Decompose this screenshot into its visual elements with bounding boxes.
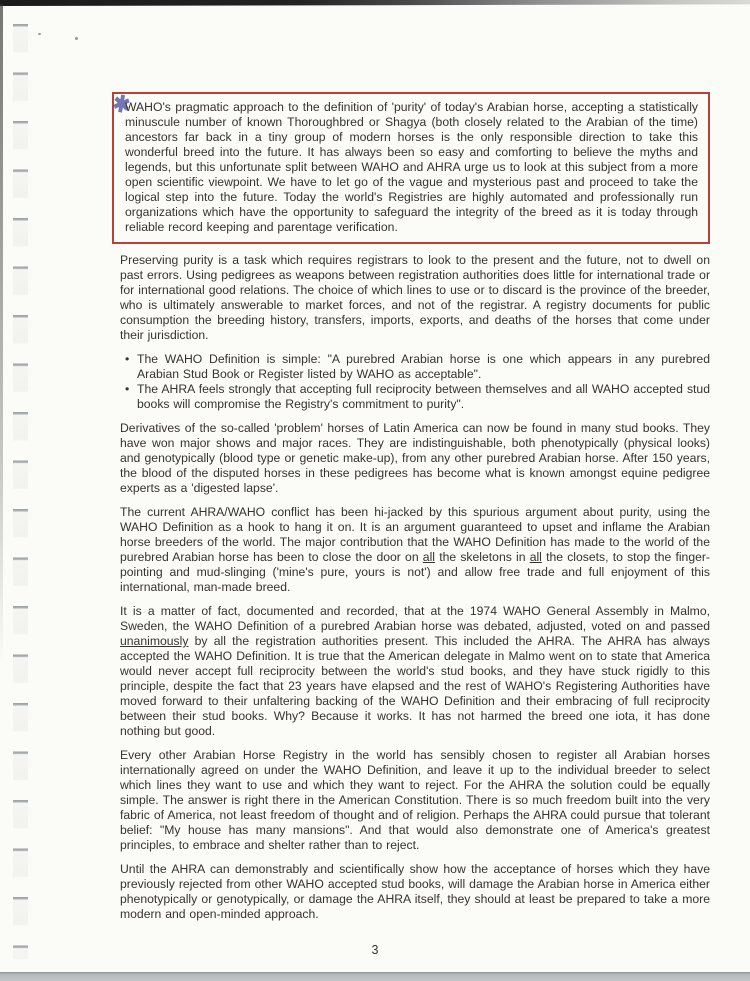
- boxed-paragraph-text: WAHO's pragmatic approach to the definition of 'purity' of today's Arabian horse, accepting a statistically minuscule number of known Thoroughbred or Shagya (both closely related to the Arabian of the time) ancestors far back in a tiny group of modern horses is the only responsible direction to take this wonderful breed into the future. It has always been so easy and comforting to believe the myths and legends, but this unfortunate split between WAHO and AHRA urge us to look at this subject from a more open scientific viewpoint. We have to let go of the vague and mysterious past and proceed to take the logical step into the future. Today the world's Registries are highly automated and professionally run organizations which have the opportunity to safeguard the integrity of the breed as it is today through reliable record keeping and parentage verification.: [125, 100, 698, 234]
- paragraph: Every other Arabian Horse Registry in the world has sensibly chosen to register all Arabian horses internationally agreed on under the WAHO Definition, and leave it up to the individual breeder to select which lines they want to use and which they want to reject. For the AHRA the solution could be equally simple. The answer is right there in the American Constitution. There is so much freedom built into the very fabric of America, not least freedom of thought and of religion. Perhaps the AHRA could pursue that tolerant belief: "My house has many mansions". And that would also demonstrate one of America's greatest principles, to embrace and shelter rather than to reject.: [120, 748, 710, 852]
- page-number: 3: [371, 943, 379, 957]
- document-blocks: [112, 253, 710, 922]
- paragraph: It is a matter of fact, documented and recorded, that at the 1974 WAHO General Assembly in Malmo, Sweden, the WAHO Definition of a purebred Arabian horse was debated, adjusted, voted on and passed unanimously by all the registration authorities present. This included the AHRA. The AHRA has always accepted the WAHO Definition. It is true that the American delegate in Malmo went on to state that America would never accept full reciprocity between the world's stud books, and they have stuck rigidly to this principle, despite the fact that 23 years have elapsed and the rest of WAHO's Registering Authorities have moved forward to their unfaltering backing of the WAHO Definition and their embracing of full reciprocity between their stud books. Why? Because it works. It has not harmed the breed one iota, it has done nothing but good.: [120, 604, 710, 738]
- bullet-item: [122, 352, 710, 382]
- bullet-marker: •: [125, 382, 130, 396]
- bullet-text: The AHRA feels strongly that accepting full reciprocity between themselves and all WAHO accepted stud books will compromise the Registry's commitment to purity".: [137, 382, 710, 411]
- scan-speck: [38, 33, 41, 35]
- scan-bottom-edge: [0, 972, 750, 981]
- paragraph: Derivatives of the so-called 'problem' horses of Latin America can now be found in many stud books. They have won major shows and major races. They are indistinguishable, both phenotypically (physical looks) and genotypically (blood type or genetic make-up), from any other purebred Arabian horse. After 150 years, the blood of the disputed horses in these pedigrees has become what is known amongst equine pedigree experts as a 'digested lapse'.: [120, 421, 710, 495]
- paragraph: The current AHRA/WAHO conflict has been hi-jacked by this spurious argument about purity, using the WAHO Definition as a hook to hang it on. It is an argument guaranteed to upset and inflame the Arabian horse breeders of the world. The major contribution that the WAHO Definition has made to the world of the purebred Arabian horse has been to close the door on all the skeletons in all the closets, to stop the finger-pointing and mud-slinging ('mine's pure, yours is not') and allow free trade and full enjoyment of this international, man-made breed.: [120, 505, 710, 594]
- paragraph: Preserving purity is a task which requires registrars to look to the present and the future, not to dwell on past errors. Using pedigrees as weapons between registration authorities does little for international trade or for international good relations. The choice of which lines to use or to discard is the province of the breeder, who is ultimately answerable to market forces, and not of the registrar. A registry documents for public consumption the breeding history, transfers, imports, exports, and deaths of the horses that come under their jurisdiction.: [120, 253, 710, 342]
- paragraph: Until the AHRA can demonstrably and scientifically show how the acceptance of horses which they have previously rejected from other WAHO accepted stud books, will damage the Arabian horse in America either phenotypically or genotypically, or damage the AHRA itself, they should at least be prepared to take a more modern and open-minded approach.: [120, 862, 710, 921]
- document-body: [112, 92, 710, 922]
- binding-holes-strip: [13, 24, 28, 959]
- handwritten-asterisk-mark: ✱: [110, 91, 132, 119]
- bullet-item: [122, 382, 710, 412]
- bullet-list: [122, 352, 710, 412]
- scan-top-edge: [0, 0, 750, 6]
- scan-left-edge: [0, 4, 3, 664]
- bullet-text: The WAHO Definition is simple: "A purebred Arabian horse is one which appears in any purebred Arabian Stud Book or Register listed by WAHO as acceptable".: [137, 352, 710, 381]
- bullet-marker: •: [125, 352, 130, 366]
- scan-speck: [75, 37, 78, 40]
- highlighted-paragraph-box: [112, 92, 710, 244]
